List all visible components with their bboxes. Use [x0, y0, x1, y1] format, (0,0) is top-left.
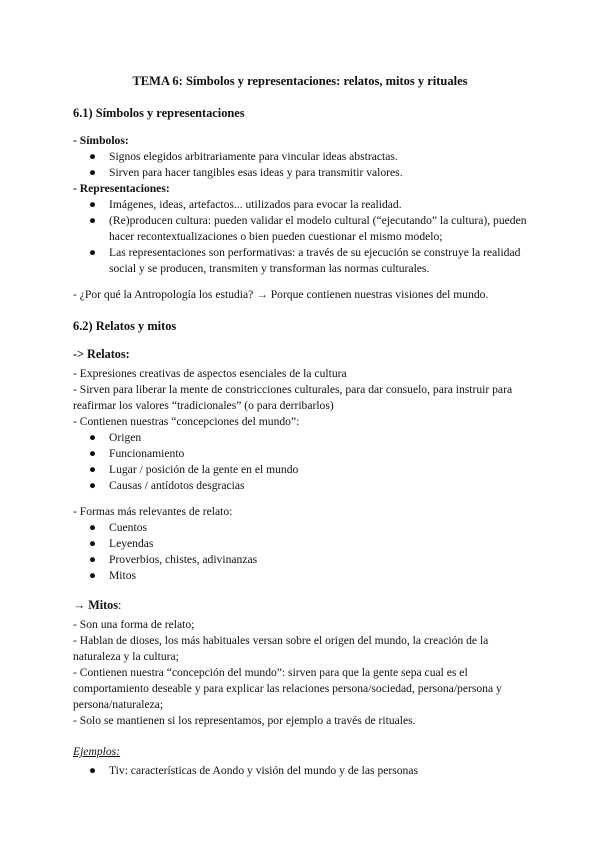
list-item: ● Funcionamiento — [89, 447, 185, 460]
representaciones-list — [73, 197, 529, 277]
relatos-line: - Expresiones creativas de aspectos esenciales de la cultura — [73, 367, 347, 380]
representaciones-label: - Representaciones: — [73, 182, 170, 195]
relatos-label: -> Relatos: — [73, 347, 130, 361]
list-item: ● Lugar / posición de la gente en el mundo — [89, 463, 299, 476]
mitos-line: - Contienen nuestra “concepción del mundo”: sirven para que la gente sepa cual es el comportamiento deseable y para explicar las relaciones persona/sociedad, persona/persona y persona/naturaleza; — [73, 666, 502, 711]
list-item: ● Cuentos — [89, 521, 148, 534]
bullet-icon: ● — [89, 166, 97, 179]
relatos-line: - Contienen nuestras “concepciones del mundo”: — [73, 415, 300, 428]
section-heading-relatos: 6.2) Relatos y mitos — [73, 319, 177, 333]
bullet-icon: ● — [89, 431, 97, 444]
bullet-icon: ● — [89, 246, 97, 259]
document-title: TEMA 6: Símbolos y representaciones: relatos, mitos y rituales — [132, 74, 468, 88]
list-item: ● Leyendas — [89, 537, 154, 550]
section-heading-simbolos: 6.1) Símbolos y representaciones — [73, 106, 245, 120]
ejemplos-list — [73, 763, 529, 779]
list-item: ● Tiv: características de Aondo y visión del mundo y de las personas — [89, 764, 419, 777]
bullet-icon: ● — [89, 764, 97, 777]
bullet-icon: ● — [89, 569, 97, 582]
formas-label: - Formas más relevantes de relato: — [73, 505, 233, 518]
mitos-line: - Solo se mantienen si los representamos, por ejemplo a través de rituales. — [73, 714, 416, 727]
list-item: ● Las representaciones son performativas: a través de su ejecución se construye la realidad social y se producen, transmiten y transforman las normas culturales. — [89, 246, 521, 275]
list-item: ● (Re)producen cultura: pueden validar el modelo cultural (“ejecutando” la cultura), pueden hacer recontextualizaciones o bien pueden cuestionar el mismo modelo; — [89, 214, 527, 243]
bullet-icon: ● — [89, 537, 97, 550]
list-item: ● Proverbios, chistes, adivinanzas — [89, 553, 258, 566]
bullet-icon: ● — [89, 479, 97, 492]
document-body — [73, 105, 529, 779]
bullet-icon: ● — [89, 463, 97, 476]
ejemplos-heading: Ejemplos: — [73, 745, 121, 758]
list-item: ● Causas / antídotos desgracias — [89, 479, 245, 492]
simbolos-list — [73, 149, 529, 181]
bullet-icon: ● — [89, 150, 97, 163]
list-item: ● Sirven para hacer tangibles esas ideas y para transmitir valores. — [89, 166, 403, 179]
bullet-icon: ● — [89, 553, 97, 566]
list-item: ● Imágenes, ideas, artefactos... utilizados para evocar la realidad. — [89, 198, 402, 211]
list-item: ● Signos elegidos arbitrariamente para vincular ideas abstractas. — [89, 150, 398, 163]
mitos-label: → Mitos: — [73, 598, 122, 612]
mitos-line: - Hablan de dioses, los más habituales versan sobre el origen del mundo, la creación de la naturaleza y la cultura; — [73, 634, 489, 663]
bullet-icon: ● — [89, 214, 97, 227]
concepciones-list — [73, 430, 529, 494]
bullet-icon: ● — [89, 521, 97, 534]
antropologia-question: - ¿Por qué la Antropología los estudia? → Porque contienen nuestras visiones del mundo. — [73, 288, 489, 301]
bullet-icon: ● — [89, 198, 97, 211]
relatos-line: - Sirven para liberar la mente de constricciones culturales, para dar consuelo, para instruir para reafirmar los valores “tradicionales” (o para derribarlos) — [73, 383, 513, 412]
formas-list — [73, 520, 529, 584]
simbolos-label: - Símbolos: — [73, 134, 129, 147]
list-item: ● Mitos — [89, 569, 137, 582]
bullet-icon: ● — [89, 447, 97, 460]
mitos-line: - Son una forma de relato; — [73, 618, 195, 631]
list-item: ● Origen — [89, 431, 142, 444]
